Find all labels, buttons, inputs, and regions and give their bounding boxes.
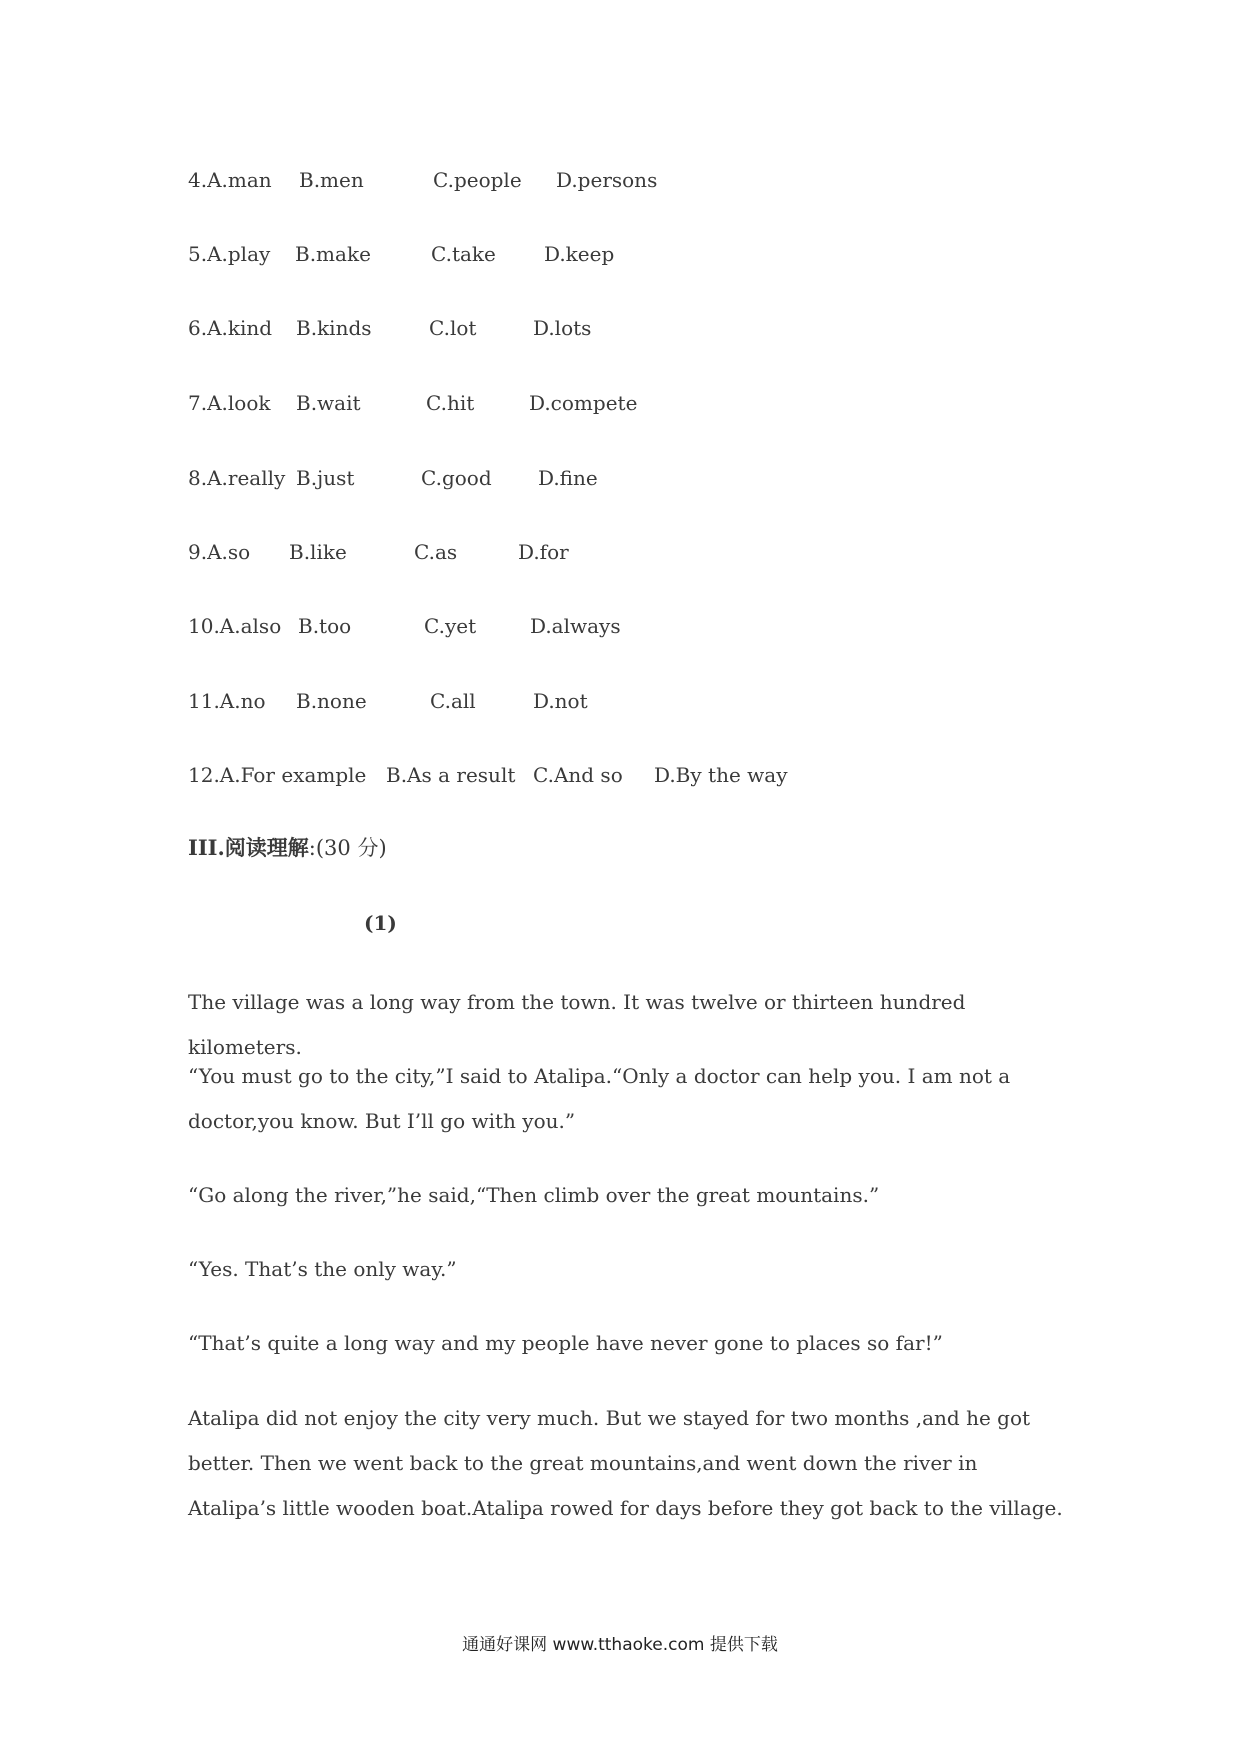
option-c: C.take: [431, 242, 496, 266]
option-c: C.all: [430, 689, 476, 713]
option-d: D.keep: [544, 242, 615, 266]
option-d: D.persons: [556, 168, 658, 192]
option-d: D.for: [518, 540, 569, 564]
option-c: C.yet: [424, 614, 477, 638]
section-title: III.阅读理解: [188, 835, 309, 860]
option-d: D.not: [533, 689, 588, 713]
passage-paragraph: “Yes. That’s the only way.”: [188, 1257, 457, 1281]
option-b: B.like: [289, 540, 347, 564]
passage-paragraph: Atalipa did not enjoy the city very much. But we stayed for two months ,and he got better. Then we went back to the great mountains,and went down the river in Atalipa’s little wooden boat.Atalipa rowed for days before they got back to the village.: [188, 1406, 1063, 1520]
option-d: D.compete: [529, 391, 638, 415]
option-a: 7.A.look: [188, 391, 271, 415]
option-d: D.lots: [533, 316, 592, 340]
option-b: B.just: [296, 466, 355, 490]
option-a: 10.A.also: [188, 614, 282, 638]
option-a: 11.A.no: [188, 689, 266, 713]
section-heading: [188, 833, 387, 863]
section-score: :(30 分): [308, 836, 387, 860]
passage-number: (1): [364, 911, 397, 935]
option-b: B.As a result: [386, 763, 516, 787]
option-d: D.fine: [538, 466, 598, 490]
option-c: C.as: [414, 540, 458, 564]
option-a: 8.A.really: [188, 466, 286, 490]
option-b: B.none: [296, 689, 367, 713]
option-b: B.make: [295, 242, 371, 266]
option-a: 12.A.For example: [188, 763, 367, 787]
option-d: D.always: [530, 614, 621, 638]
option-b: B.wait: [296, 391, 361, 415]
option-b: B.men: [299, 168, 364, 192]
option-a: 6.A.kind: [188, 316, 273, 340]
passage-paragraph: “Go along the river,”he said,“Then climb over the great mountains.”: [188, 1183, 880, 1207]
option-a: 9.A.so: [188, 540, 251, 564]
option-c: C.hit: [426, 391, 475, 415]
option-a: 4.A.man: [188, 168, 272, 192]
option-b: B.kinds: [296, 316, 372, 340]
option-c: C.And so: [533, 763, 623, 787]
option-c: C.people: [433, 168, 522, 192]
option-d: D.By the way: [654, 763, 788, 787]
passage-paragraph: “That’s quite a long way and my people have never gone to places so far!”: [188, 1331, 943, 1355]
option-b: B.too: [298, 614, 352, 638]
passage-paragraph: The village was a long way from the town. It was twelve or thirteen hundred kilometers.: [188, 990, 966, 1059]
page-footer: 通通好课网 www.tthaoke.com 提供下载: [462, 1635, 778, 1655]
option-a: 5.A.play: [188, 242, 271, 266]
option-c: C.good: [421, 466, 492, 490]
option-c: C.lot: [429, 316, 477, 340]
passage-paragraph: “You must go to the city,”I said to Atalipa.“Only a doctor can help you. I am not a doctor,you know. But I’ll go with you.”: [188, 1064, 1011, 1133]
